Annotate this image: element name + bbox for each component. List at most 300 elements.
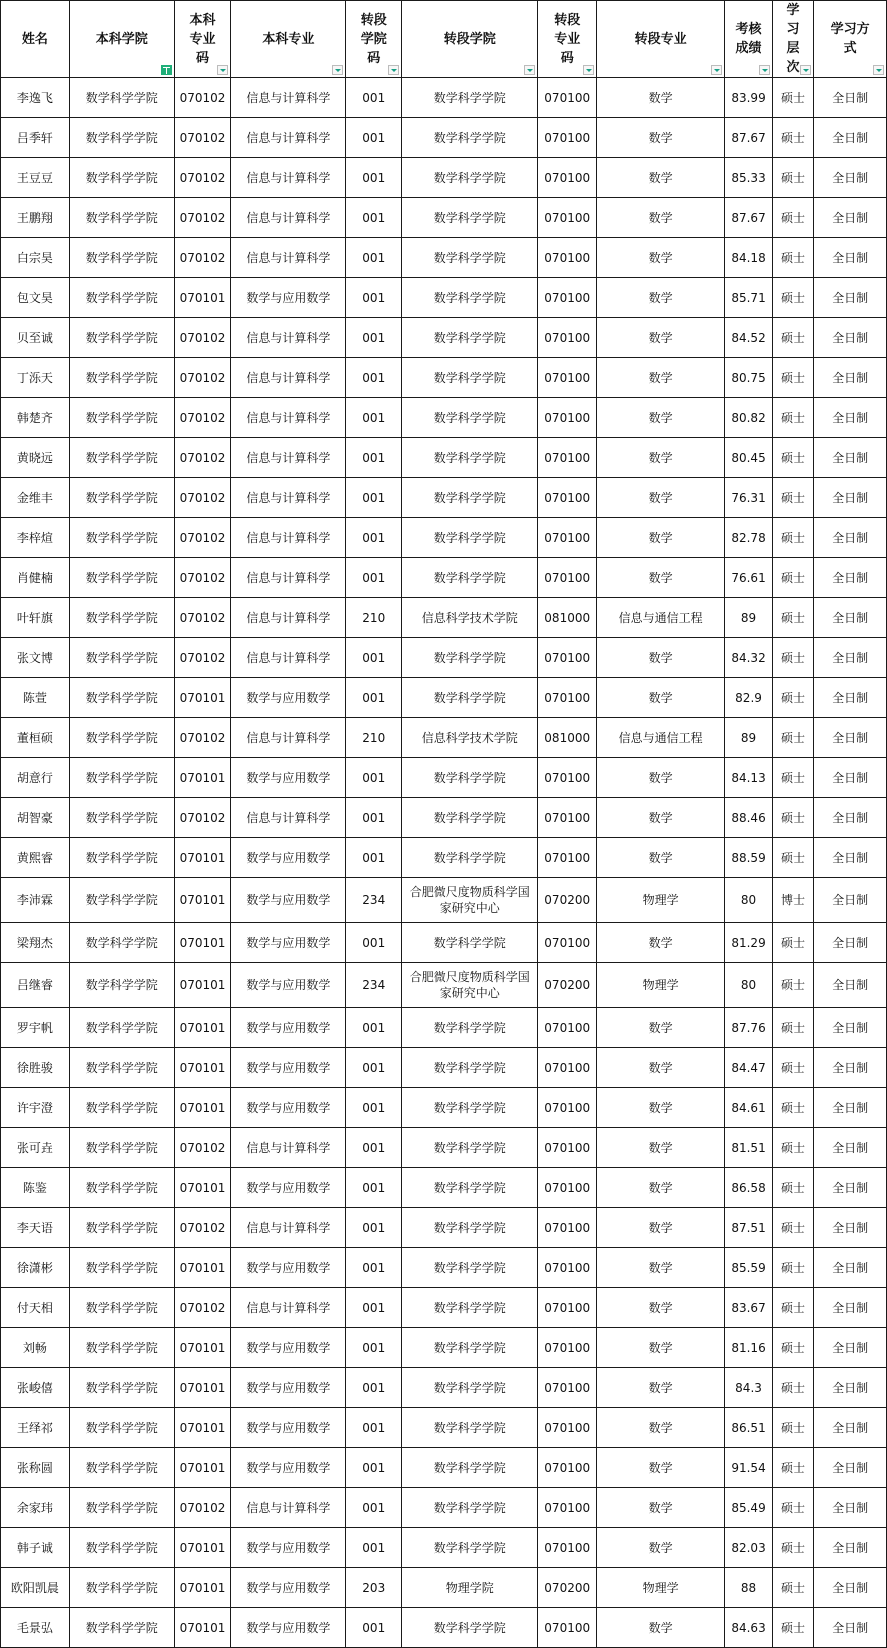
cell-undergrad-major-code[interactable]: 070101 [174, 923, 231, 963]
cell-study-level[interactable]: 硕士 [772, 1568, 813, 1608]
cell-undergrad-major[interactable]: 信息与计算科学 [231, 518, 346, 558]
cell-transfer-college[interactable]: 数学科学学院 [402, 638, 538, 678]
cell-transfer-major[interactable]: 数学 [597, 638, 725, 678]
cell-transfer-college[interactable]: 数学科学学院 [402, 78, 538, 118]
cell-transfer-college-code[interactable]: 001 [346, 1048, 402, 1088]
cell-undergrad-major[interactable]: 信息与计算科学 [231, 78, 346, 118]
cell-study-mode[interactable]: 全日制 [814, 1088, 887, 1128]
cell-transfer-college[interactable]: 数学科学学院 [402, 758, 538, 798]
cell-transfer-college-code[interactable]: 001 [346, 1608, 402, 1648]
cell-score[interactable]: 84.18 [725, 238, 772, 278]
cell-name[interactable]: 付天相 [1, 1288, 70, 1328]
cell-score[interactable]: 80.45 [725, 438, 772, 478]
cell-undergrad-major-code[interactable]: 070102 [174, 798, 231, 838]
cell-transfer-college[interactable]: 合肥微尺度物质科学国家研究中心 [402, 963, 538, 1008]
cell-transfer-major[interactable]: 数学 [597, 1168, 725, 1208]
cell-undergrad-major[interactable]: 数学与应用数学 [231, 1328, 346, 1368]
cell-transfer-college-code[interactable]: 001 [346, 238, 402, 278]
cell-study-mode[interactable]: 全日制 [814, 1288, 887, 1328]
cell-study-mode[interactable]: 全日制 [814, 1208, 887, 1248]
cell-study-mode[interactable]: 全日制 [814, 278, 887, 318]
cell-score[interactable]: 86.58 [725, 1168, 772, 1208]
cell-undergrad-major[interactable]: 信息与计算科学 [231, 718, 346, 758]
cell-name[interactable]: 毛景弘 [1, 1608, 70, 1648]
cell-transfer-college[interactable]: 数学科学学院 [402, 838, 538, 878]
cell-undergrad-major-code[interactable]: 070101 [174, 1008, 231, 1048]
cell-undergrad-major[interactable]: 信息与计算科学 [231, 358, 346, 398]
cell-transfer-major[interactable]: 数学 [597, 278, 725, 318]
cell-transfer-college[interactable]: 数学科学学院 [402, 678, 538, 718]
cell-undergrad-college[interactable]: 数学科学学院 [69, 198, 174, 238]
cell-study-mode[interactable]: 全日制 [814, 158, 887, 198]
cell-study-level[interactable]: 硕士 [772, 1528, 813, 1568]
cell-transfer-major[interactable]: 数学 [597, 1328, 725, 1368]
cell-study-mode[interactable]: 全日制 [814, 718, 887, 758]
cell-transfer-major[interactable]: 数学 [597, 1488, 725, 1528]
cell-study-mode[interactable]: 全日制 [814, 1048, 887, 1088]
cell-undergrad-major-code[interactable]: 070102 [174, 638, 231, 678]
cell-transfer-major-code[interactable]: 070100 [538, 1368, 597, 1408]
cell-transfer-college-code[interactable]: 001 [346, 838, 402, 878]
cell-transfer-college-code[interactable]: 001 [346, 1448, 402, 1488]
cell-undergrad-college[interactable]: 数学科学学院 [69, 518, 174, 558]
cell-name[interactable]: 张称圆 [1, 1448, 70, 1488]
cell-score[interactable]: 76.31 [725, 478, 772, 518]
cell-study-level[interactable]: 硕士 [772, 398, 813, 438]
cell-name[interactable]: 刘畅 [1, 1328, 70, 1368]
cell-transfer-college[interactable]: 数学科学学院 [402, 318, 538, 358]
cell-undergrad-major-code[interactable]: 070102 [174, 1488, 231, 1528]
cell-undergrad-major[interactable]: 数学与应用数学 [231, 923, 346, 963]
filter-dropdown-icon[interactable] [332, 65, 343, 75]
cell-name[interactable]: 徐胜骏 [1, 1048, 70, 1088]
cell-study-level[interactable]: 硕士 [772, 963, 813, 1008]
cell-name[interactable]: 黄晓远 [1, 438, 70, 478]
cell-transfer-major-code[interactable]: 070100 [538, 798, 597, 838]
cell-transfer-college-code[interactable]: 001 [346, 1008, 402, 1048]
cell-score[interactable]: 80.82 [725, 398, 772, 438]
cell-transfer-major[interactable]: 数学 [597, 678, 725, 718]
cell-transfer-college-code[interactable]: 001 [346, 438, 402, 478]
filter-active-icon[interactable] [161, 65, 172, 75]
cell-undergrad-college[interactable]: 数学科学学院 [69, 1128, 174, 1168]
cell-undergrad-major-code[interactable]: 070102 [174, 398, 231, 438]
cell-undergrad-college[interactable]: 数学科学学院 [69, 1408, 174, 1448]
cell-transfer-major[interactable]: 物理学 [597, 963, 725, 1008]
cell-transfer-major[interactable]: 数学 [597, 1408, 725, 1448]
cell-transfer-college-code[interactable]: 001 [346, 1368, 402, 1408]
cell-score[interactable]: 91.54 [725, 1448, 772, 1488]
cell-study-mode[interactable]: 全日制 [814, 398, 887, 438]
cell-study-level[interactable]: 硕士 [772, 718, 813, 758]
cell-study-mode[interactable]: 全日制 [814, 1248, 887, 1288]
cell-name[interactable]: 王绎祁 [1, 1408, 70, 1448]
cell-name[interactable]: 韩子诚 [1, 1528, 70, 1568]
cell-transfer-major[interactable]: 数学 [597, 518, 725, 558]
cell-undergrad-major-code[interactable]: 070102 [174, 198, 231, 238]
cell-undergrad-major-code[interactable]: 070101 [174, 878, 231, 923]
cell-name[interactable]: 贝至诚 [1, 318, 70, 358]
cell-undergrad-college[interactable]: 数学科学学院 [69, 963, 174, 1008]
cell-study-mode[interactable]: 全日制 [814, 678, 887, 718]
cell-undergrad-major[interactable]: 数学与应用数学 [231, 678, 346, 718]
cell-transfer-major-code[interactable]: 070100 [538, 438, 597, 478]
cell-transfer-college[interactable]: 数学科学学院 [402, 1008, 538, 1048]
cell-undergrad-college[interactable]: 数学科学学院 [69, 1368, 174, 1408]
cell-undergrad-major-code[interactable]: 070101 [174, 1048, 231, 1088]
cell-study-level[interactable]: 硕士 [772, 678, 813, 718]
cell-score[interactable]: 81.51 [725, 1128, 772, 1168]
cell-undergrad-major[interactable]: 数学与应用数学 [231, 1048, 346, 1088]
cell-name[interactable]: 王豆豆 [1, 158, 70, 198]
cell-transfer-major-code[interactable]: 070100 [538, 1168, 597, 1208]
cell-transfer-college[interactable]: 数学科学学院 [402, 1408, 538, 1448]
cell-undergrad-college[interactable]: 数学科学学院 [69, 478, 174, 518]
cell-study-level[interactable]: 硕士 [772, 1448, 813, 1488]
cell-undergrad-major-code[interactable]: 070101 [174, 963, 231, 1008]
cell-transfer-major-code[interactable]: 070100 [538, 238, 597, 278]
cell-transfer-major-code[interactable]: 070100 [538, 1288, 597, 1328]
cell-undergrad-college[interactable]: 数学科学学院 [69, 158, 174, 198]
cell-undergrad-college[interactable]: 数学科学学院 [69, 598, 174, 638]
cell-undergrad-major-code[interactable]: 070101 [174, 678, 231, 718]
cell-name[interactable]: 陈萱 [1, 678, 70, 718]
cell-undergrad-major[interactable]: 数学与应用数学 [231, 1248, 346, 1288]
cell-transfer-major[interactable]: 数学 [597, 78, 725, 118]
cell-transfer-major[interactable]: 数学 [597, 1528, 725, 1568]
filter-dropdown-icon[interactable] [800, 65, 811, 75]
cell-undergrad-college[interactable]: 数学科学学院 [69, 798, 174, 838]
cell-undergrad-major-code[interactable]: 070101 [174, 1328, 231, 1368]
cell-transfer-college-code[interactable]: 001 [346, 318, 402, 358]
cell-study-mode[interactable]: 全日制 [814, 1528, 887, 1568]
cell-transfer-major-code[interactable]: 081000 [538, 598, 597, 638]
cell-undergrad-major[interactable]: 信息与计算科学 [231, 558, 346, 598]
cell-score[interactable]: 84.32 [725, 638, 772, 678]
cell-study-level[interactable]: 硕士 [772, 118, 813, 158]
cell-study-level[interactable]: 硕士 [772, 1168, 813, 1208]
cell-transfer-college-code[interactable]: 210 [346, 718, 402, 758]
cell-study-level[interactable]: 硕士 [772, 1408, 813, 1448]
cell-study-mode[interactable]: 全日制 [814, 558, 887, 598]
cell-name[interactable]: 张可垚 [1, 1128, 70, 1168]
cell-name[interactable]: 欧阳凯晨 [1, 1568, 70, 1608]
cell-transfer-major[interactable]: 数学 [597, 558, 725, 598]
cell-transfer-college-code[interactable]: 001 [346, 758, 402, 798]
cell-transfer-major[interactable]: 数学 [597, 1608, 725, 1648]
cell-study-mode[interactable]: 全日制 [814, 1568, 887, 1608]
cell-name[interactable]: 胡智豪 [1, 798, 70, 838]
cell-score[interactable]: 87.51 [725, 1208, 772, 1248]
cell-transfer-college-code[interactable]: 001 [346, 1528, 402, 1568]
cell-transfer-college[interactable]: 合肥微尺度物质科学国家研究中心 [402, 878, 538, 923]
cell-study-level[interactable]: 硕士 [772, 923, 813, 963]
cell-transfer-college[interactable]: 数学科学学院 [402, 558, 538, 598]
cell-transfer-major[interactable]: 数学 [597, 478, 725, 518]
cell-name[interactable]: 吕继睿 [1, 963, 70, 1008]
cell-transfer-major[interactable]: 数学 [597, 1008, 725, 1048]
cell-undergrad-college[interactable]: 数学科学学院 [69, 278, 174, 318]
cell-score[interactable]: 81.16 [725, 1328, 772, 1368]
cell-transfer-college[interactable]: 数学科学学院 [402, 438, 538, 478]
cell-name[interactable]: 许宇澄 [1, 1088, 70, 1128]
cell-transfer-major[interactable]: 数学 [597, 1128, 725, 1168]
cell-name[interactable]: 李天语 [1, 1208, 70, 1248]
cell-undergrad-major-code[interactable]: 070101 [174, 1608, 231, 1648]
cell-score[interactable]: 85.33 [725, 158, 772, 198]
cell-name[interactable]: 梁翔杰 [1, 923, 70, 963]
cell-undergrad-college[interactable]: 数学科学学院 [69, 1048, 174, 1088]
cell-transfer-college-code[interactable]: 001 [346, 1168, 402, 1208]
cell-transfer-college-code[interactable]: 001 [346, 1488, 402, 1528]
cell-transfer-college-code[interactable]: 001 [346, 1328, 402, 1368]
cell-transfer-major-code[interactable]: 070100 [538, 1528, 597, 1568]
cell-transfer-major-code[interactable]: 070100 [538, 678, 597, 718]
cell-name[interactable]: 张文博 [1, 638, 70, 678]
cell-undergrad-college[interactable]: 数学科学学院 [69, 838, 174, 878]
cell-score[interactable]: 83.67 [725, 1288, 772, 1328]
cell-study-level[interactable]: 硕士 [772, 1488, 813, 1528]
cell-study-mode[interactable]: 全日制 [814, 1608, 887, 1648]
cell-undergrad-major-code[interactable]: 070101 [174, 278, 231, 318]
cell-undergrad-college[interactable]: 数学科学学院 [69, 1608, 174, 1648]
cell-undergrad-college[interactable]: 数学科学学院 [69, 1288, 174, 1328]
cell-undergrad-college[interactable]: 数学科学学院 [69, 1168, 174, 1208]
cell-undergrad-college[interactable]: 数学科学学院 [69, 1448, 174, 1488]
cell-study-mode[interactable]: 全日制 [814, 878, 887, 923]
cell-transfer-major-code[interactable]: 070100 [538, 758, 597, 798]
cell-undergrad-major[interactable]: 信息与计算科学 [231, 158, 346, 198]
cell-transfer-major-code[interactable]: 070100 [538, 358, 597, 398]
cell-undergrad-college[interactable]: 数学科学学院 [69, 878, 174, 923]
cell-undergrad-college[interactable]: 数学科学学院 [69, 1528, 174, 1568]
cell-undergrad-college[interactable]: 数学科学学院 [69, 678, 174, 718]
cell-study-level[interactable]: 硕士 [772, 318, 813, 358]
cell-transfer-college[interactable]: 数学科学学院 [402, 1168, 538, 1208]
cell-study-mode[interactable]: 全日制 [814, 638, 887, 678]
cell-transfer-major-code[interactable]: 070100 [538, 1048, 597, 1088]
cell-undergrad-major[interactable]: 信息与计算科学 [231, 318, 346, 358]
cell-transfer-major[interactable]: 数学 [597, 318, 725, 358]
cell-transfer-college-code[interactable]: 001 [346, 158, 402, 198]
cell-undergrad-major-code[interactable]: 070101 [174, 1168, 231, 1208]
cell-undergrad-major[interactable]: 数学与应用数学 [231, 1528, 346, 1568]
cell-undergrad-college[interactable]: 数学科学学院 [69, 1568, 174, 1608]
cell-transfer-college[interactable]: 数学科学学院 [402, 1208, 538, 1248]
cell-score[interactable]: 84.13 [725, 758, 772, 798]
cell-undergrad-major[interactable]: 数学与应用数学 [231, 1448, 346, 1488]
cell-transfer-major[interactable]: 数学 [597, 1208, 725, 1248]
cell-transfer-major-code[interactable]: 070100 [538, 558, 597, 598]
cell-name[interactable]: 黄熙睿 [1, 838, 70, 878]
cell-transfer-major-code[interactable]: 070100 [538, 198, 597, 238]
cell-undergrad-major-code[interactable]: 070101 [174, 1448, 231, 1488]
cell-transfer-college-code[interactable]: 001 [346, 358, 402, 398]
cell-transfer-college[interactable]: 信息科学技术学院 [402, 718, 538, 758]
cell-transfer-major-code[interactable]: 070200 [538, 1568, 597, 1608]
cell-transfer-major[interactable]: 信息与通信工程 [597, 598, 725, 638]
cell-undergrad-major-code[interactable]: 070102 [174, 238, 231, 278]
cell-study-level[interactable]: 博士 [772, 878, 813, 923]
cell-undergrad-major-code[interactable]: 070102 [174, 438, 231, 478]
cell-study-level[interactable]: 硕士 [772, 1248, 813, 1288]
cell-study-mode[interactable]: 全日制 [814, 923, 887, 963]
cell-transfer-major-code[interactable]: 070100 [538, 158, 597, 198]
cell-transfer-college[interactable]: 信息科学技术学院 [402, 598, 538, 638]
cell-undergrad-major-code[interactable]: 070102 [174, 358, 231, 398]
filter-dropdown-icon[interactable] [759, 65, 770, 75]
cell-transfer-college-code[interactable]: 001 [346, 1088, 402, 1128]
cell-transfer-major[interactable]: 数学 [597, 398, 725, 438]
cell-transfer-college[interactable]: 数学科学学院 [402, 398, 538, 438]
cell-undergrad-major[interactable]: 信息与计算科学 [231, 638, 346, 678]
cell-score[interactable]: 80 [725, 878, 772, 923]
cell-transfer-major-code[interactable]: 070100 [538, 398, 597, 438]
cell-transfer-major[interactable]: 数学 [597, 758, 725, 798]
cell-undergrad-major-code[interactable]: 070102 [174, 1128, 231, 1168]
cell-transfer-college-code[interactable]: 001 [346, 1408, 402, 1448]
cell-transfer-major[interactable]: 数学 [597, 798, 725, 838]
cell-study-level[interactable]: 硕士 [772, 1208, 813, 1248]
cell-name[interactable]: 韩楚齐 [1, 398, 70, 438]
cell-name[interactable]: 金维丰 [1, 478, 70, 518]
cell-study-mode[interactable]: 全日制 [814, 1448, 887, 1488]
cell-score[interactable]: 82.03 [725, 1528, 772, 1568]
cell-transfer-college[interactable]: 数学科学学院 [402, 1608, 538, 1648]
cell-study-level[interactable]: 硕士 [772, 1008, 813, 1048]
cell-undergrad-college[interactable]: 数学科学学院 [69, 118, 174, 158]
cell-study-level[interactable]: 硕士 [772, 238, 813, 278]
cell-transfer-college[interactable]: 数学科学学院 [402, 1488, 538, 1528]
cell-study-mode[interactable]: 全日制 [814, 78, 887, 118]
cell-study-mode[interactable]: 全日制 [814, 1488, 887, 1528]
cell-transfer-college-code[interactable]: 203 [346, 1568, 402, 1608]
cell-undergrad-major[interactable]: 数学与应用数学 [231, 278, 346, 318]
cell-score[interactable]: 81.29 [725, 923, 772, 963]
cell-undergrad-major[interactable]: 信息与计算科学 [231, 438, 346, 478]
cell-study-level[interactable]: 硕士 [772, 1288, 813, 1328]
cell-undergrad-major[interactable]: 信息与计算科学 [231, 478, 346, 518]
cell-score[interactable]: 87.76 [725, 1008, 772, 1048]
cell-transfer-major[interactable]: 数学 [597, 923, 725, 963]
cell-undergrad-college[interactable]: 数学科学学院 [69, 1488, 174, 1528]
cell-undergrad-major[interactable]: 信息与计算科学 [231, 198, 346, 238]
cell-score[interactable]: 80.75 [725, 358, 772, 398]
cell-transfer-major[interactable]: 物理学 [597, 878, 725, 923]
cell-study-level[interactable]: 硕士 [772, 1368, 813, 1408]
cell-undergrad-college[interactable]: 数学科学学院 [69, 1088, 174, 1128]
cell-transfer-major-code[interactable]: 081000 [538, 718, 597, 758]
cell-transfer-college[interactable]: 数学科学学院 [402, 198, 538, 238]
cell-score[interactable]: 84.3 [725, 1368, 772, 1408]
cell-name[interactable]: 王鹏翔 [1, 198, 70, 238]
cell-undergrad-major-code[interactable]: 070101 [174, 1568, 231, 1608]
cell-transfer-college-code[interactable]: 001 [346, 678, 402, 718]
cell-transfer-college[interactable]: 数学科学学院 [402, 518, 538, 558]
cell-score[interactable]: 88.59 [725, 838, 772, 878]
cell-transfer-college[interactable]: 数学科学学院 [402, 278, 538, 318]
cell-name[interactable]: 罗宇帆 [1, 1008, 70, 1048]
cell-score[interactable]: 88 [725, 1568, 772, 1608]
cell-transfer-college-code[interactable]: 001 [346, 1128, 402, 1168]
cell-undergrad-major-code[interactable]: 070102 [174, 1208, 231, 1248]
cell-transfer-major[interactable]: 信息与通信工程 [597, 718, 725, 758]
cell-study-level[interactable]: 硕士 [772, 78, 813, 118]
cell-undergrad-major[interactable]: 数学与应用数学 [231, 878, 346, 923]
cell-undergrad-major[interactable]: 信息与计算科学 [231, 238, 346, 278]
cell-study-level[interactable]: 硕士 [772, 798, 813, 838]
cell-undergrad-major[interactable]: 信息与计算科学 [231, 798, 346, 838]
cell-undergrad-major[interactable]: 数学与应用数学 [231, 1608, 346, 1648]
cell-undergrad-college[interactable]: 数学科学学院 [69, 78, 174, 118]
cell-transfer-college[interactable]: 数学科学学院 [402, 1088, 538, 1128]
cell-undergrad-major[interactable]: 信息与计算科学 [231, 1288, 346, 1328]
cell-score[interactable]: 82.9 [725, 678, 772, 718]
cell-undergrad-major[interactable]: 数学与应用数学 [231, 1408, 346, 1448]
cell-undergrad-major-code[interactable]: 070102 [174, 598, 231, 638]
cell-undergrad-major[interactable]: 信息与计算科学 [231, 1128, 346, 1168]
cell-study-level[interactable]: 硕士 [772, 1608, 813, 1648]
cell-study-level[interactable]: 硕士 [772, 1128, 813, 1168]
cell-undergrad-major[interactable]: 数学与应用数学 [231, 1088, 346, 1128]
cell-name[interactable]: 董桓硕 [1, 718, 70, 758]
cell-score[interactable]: 88.46 [725, 798, 772, 838]
cell-name[interactable]: 陈鉴 [1, 1168, 70, 1208]
cell-transfer-college[interactable]: 数学科学学院 [402, 1528, 538, 1568]
cell-undergrad-major-code[interactable]: 070101 [174, 1088, 231, 1128]
cell-study-mode[interactable]: 全日制 [814, 318, 887, 358]
cell-score[interactable]: 89 [725, 598, 772, 638]
cell-transfer-college[interactable]: 物理学院 [402, 1568, 538, 1608]
cell-transfer-college-code[interactable]: 001 [346, 78, 402, 118]
cell-transfer-college-code[interactable]: 001 [346, 118, 402, 158]
cell-transfer-college[interactable]: 数学科学学院 [402, 923, 538, 963]
cell-transfer-major-code[interactable]: 070100 [538, 118, 597, 158]
cell-name[interactable]: 李梓煊 [1, 518, 70, 558]
cell-undergrad-college[interactable]: 数学科学学院 [69, 638, 174, 678]
cell-undergrad-college[interactable]: 数学科学学院 [69, 1208, 174, 1248]
cell-undergrad-college[interactable]: 数学科学学院 [69, 358, 174, 398]
cell-transfer-major[interactable]: 数学 [597, 1368, 725, 1408]
cell-name[interactable]: 白宗昊 [1, 238, 70, 278]
cell-score[interactable]: 76.61 [725, 558, 772, 598]
cell-transfer-major-code[interactable]: 070100 [538, 1448, 597, 1488]
cell-undergrad-major-code[interactable]: 070101 [174, 838, 231, 878]
cell-transfer-college-code[interactable]: 001 [346, 1208, 402, 1248]
cell-transfer-college-code[interactable]: 001 [346, 198, 402, 238]
cell-transfer-college-code[interactable]: 001 [346, 278, 402, 318]
cell-study-mode[interactable]: 全日制 [814, 1368, 887, 1408]
cell-transfer-major[interactable]: 数学 [597, 1248, 725, 1288]
cell-undergrad-major-code[interactable]: 070101 [174, 1248, 231, 1288]
cell-transfer-major-code[interactable]: 070100 [538, 923, 597, 963]
cell-study-level[interactable]: 硕士 [772, 598, 813, 638]
cell-study-level[interactable]: 硕士 [772, 278, 813, 318]
cell-transfer-major[interactable]: 物理学 [597, 1568, 725, 1608]
cell-undergrad-major[interactable]: 数学与应用数学 [231, 1568, 346, 1608]
cell-study-mode[interactable]: 全日制 [814, 238, 887, 278]
cell-transfer-major[interactable]: 数学 [597, 1048, 725, 1088]
cell-study-level[interactable]: 硕士 [772, 838, 813, 878]
cell-study-level[interactable]: 硕士 [772, 438, 813, 478]
cell-transfer-major-code[interactable]: 070100 [538, 1328, 597, 1368]
cell-study-mode[interactable]: 全日制 [814, 1008, 887, 1048]
cell-name[interactable]: 李沛霖 [1, 878, 70, 923]
cell-transfer-major-code[interactable]: 070100 [538, 1208, 597, 1248]
cell-transfer-college-code[interactable]: 001 [346, 558, 402, 598]
cell-transfer-college[interactable]: 数学科学学院 [402, 478, 538, 518]
cell-transfer-major[interactable]: 数学 [597, 198, 725, 238]
